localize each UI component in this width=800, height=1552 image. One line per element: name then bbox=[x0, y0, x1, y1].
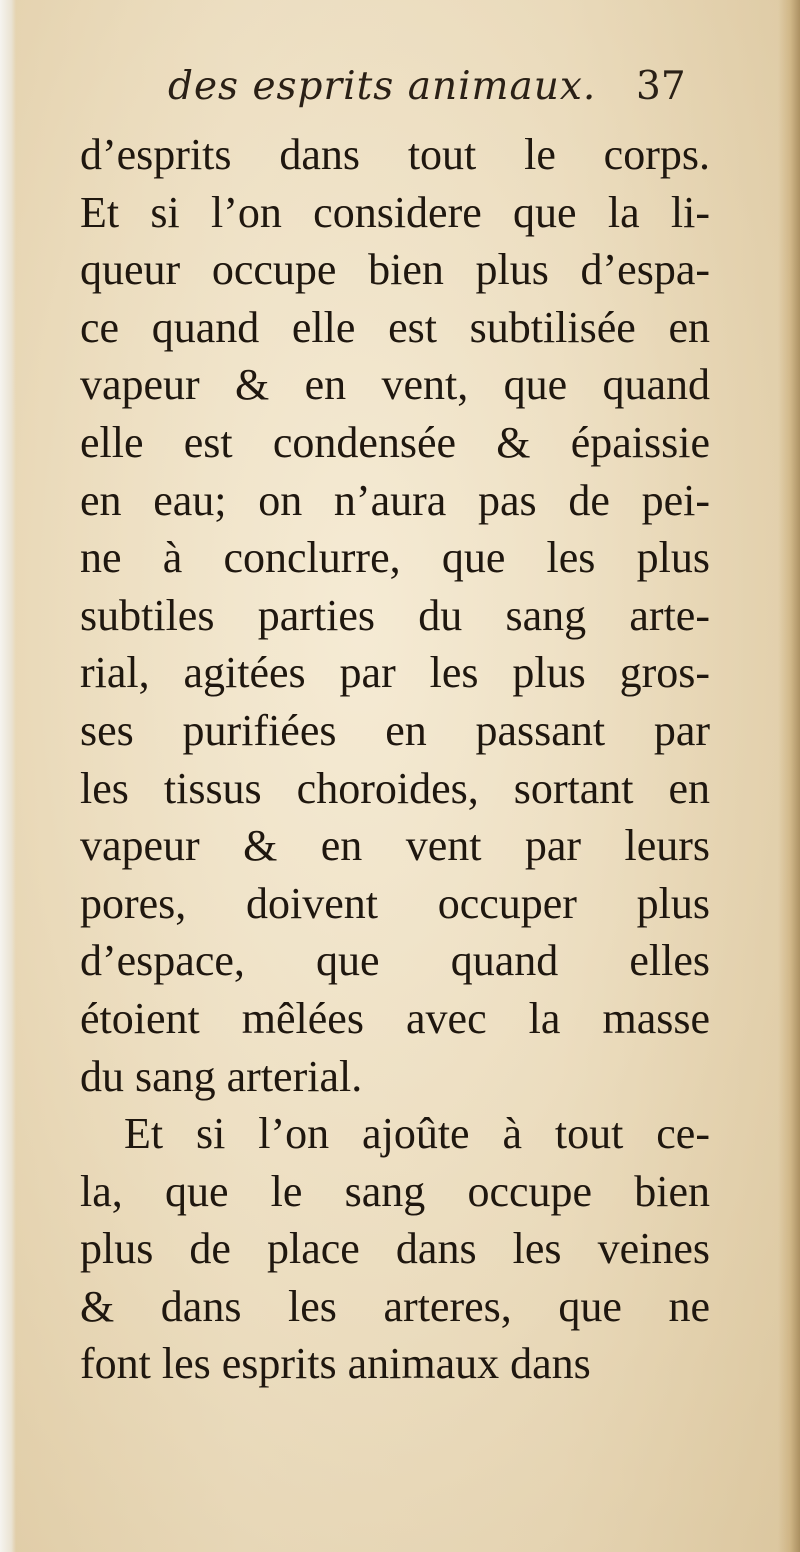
page-left-margin bbox=[0, 0, 16, 1552]
paragraph-end-line: du sang arterial. bbox=[80, 1051, 363, 1101]
text-line: les tissus choroides, sortant en bbox=[80, 763, 710, 813]
text-line: elle est condensée & épaissie bbox=[80, 417, 710, 467]
text-line: ses purifiées en passant par bbox=[80, 705, 710, 755]
text-line: d’esprits dans tout le corps. bbox=[80, 130, 710, 179]
text-line: queur occupe bien plus d’espa- bbox=[80, 245, 710, 295]
text-line: rial, agitées par les plus gros- bbox=[80, 648, 710, 698]
text-line: d’espace, que quand elles bbox=[80, 936, 710, 986]
text-line: pores, doivent occuper plus bbox=[80, 878, 710, 928]
text-line: subtiles parties du sang arte- bbox=[80, 590, 710, 640]
page-gutter-shadow bbox=[778, 0, 800, 1552]
page-number: 37 bbox=[636, 64, 686, 109]
text-line: vapeur & en vent par leurs bbox=[80, 821, 710, 871]
body-text bbox=[80, 126, 710, 1393]
text-line: ce quand elle est subtilisée en bbox=[80, 302, 710, 352]
text-line: font les esprits animaux dans bbox=[80, 1339, 591, 1389]
text-line: vapeur & en vent, que quand bbox=[80, 360, 710, 410]
text-line: ne à conclurre, que les plus bbox=[80, 533, 710, 583]
text-line: Et si l’on considere que la li- bbox=[80, 187, 710, 237]
text-line: & dans les arteres, que ne bbox=[80, 1281, 710, 1331]
running-head: des esprits animaux. bbox=[168, 64, 597, 109]
paragraph-start-line: Et si l’on ajoûte à tout ce- bbox=[124, 1109, 710, 1159]
text-line: étoient mêlées avec la masse bbox=[80, 993, 710, 1043]
text-line: la, que le sang occupe bien bbox=[80, 1166, 710, 1216]
text-line: plus de place dans les veines bbox=[80, 1224, 710, 1274]
text-line: en eau; on n’aura pas de pei- bbox=[80, 475, 710, 525]
